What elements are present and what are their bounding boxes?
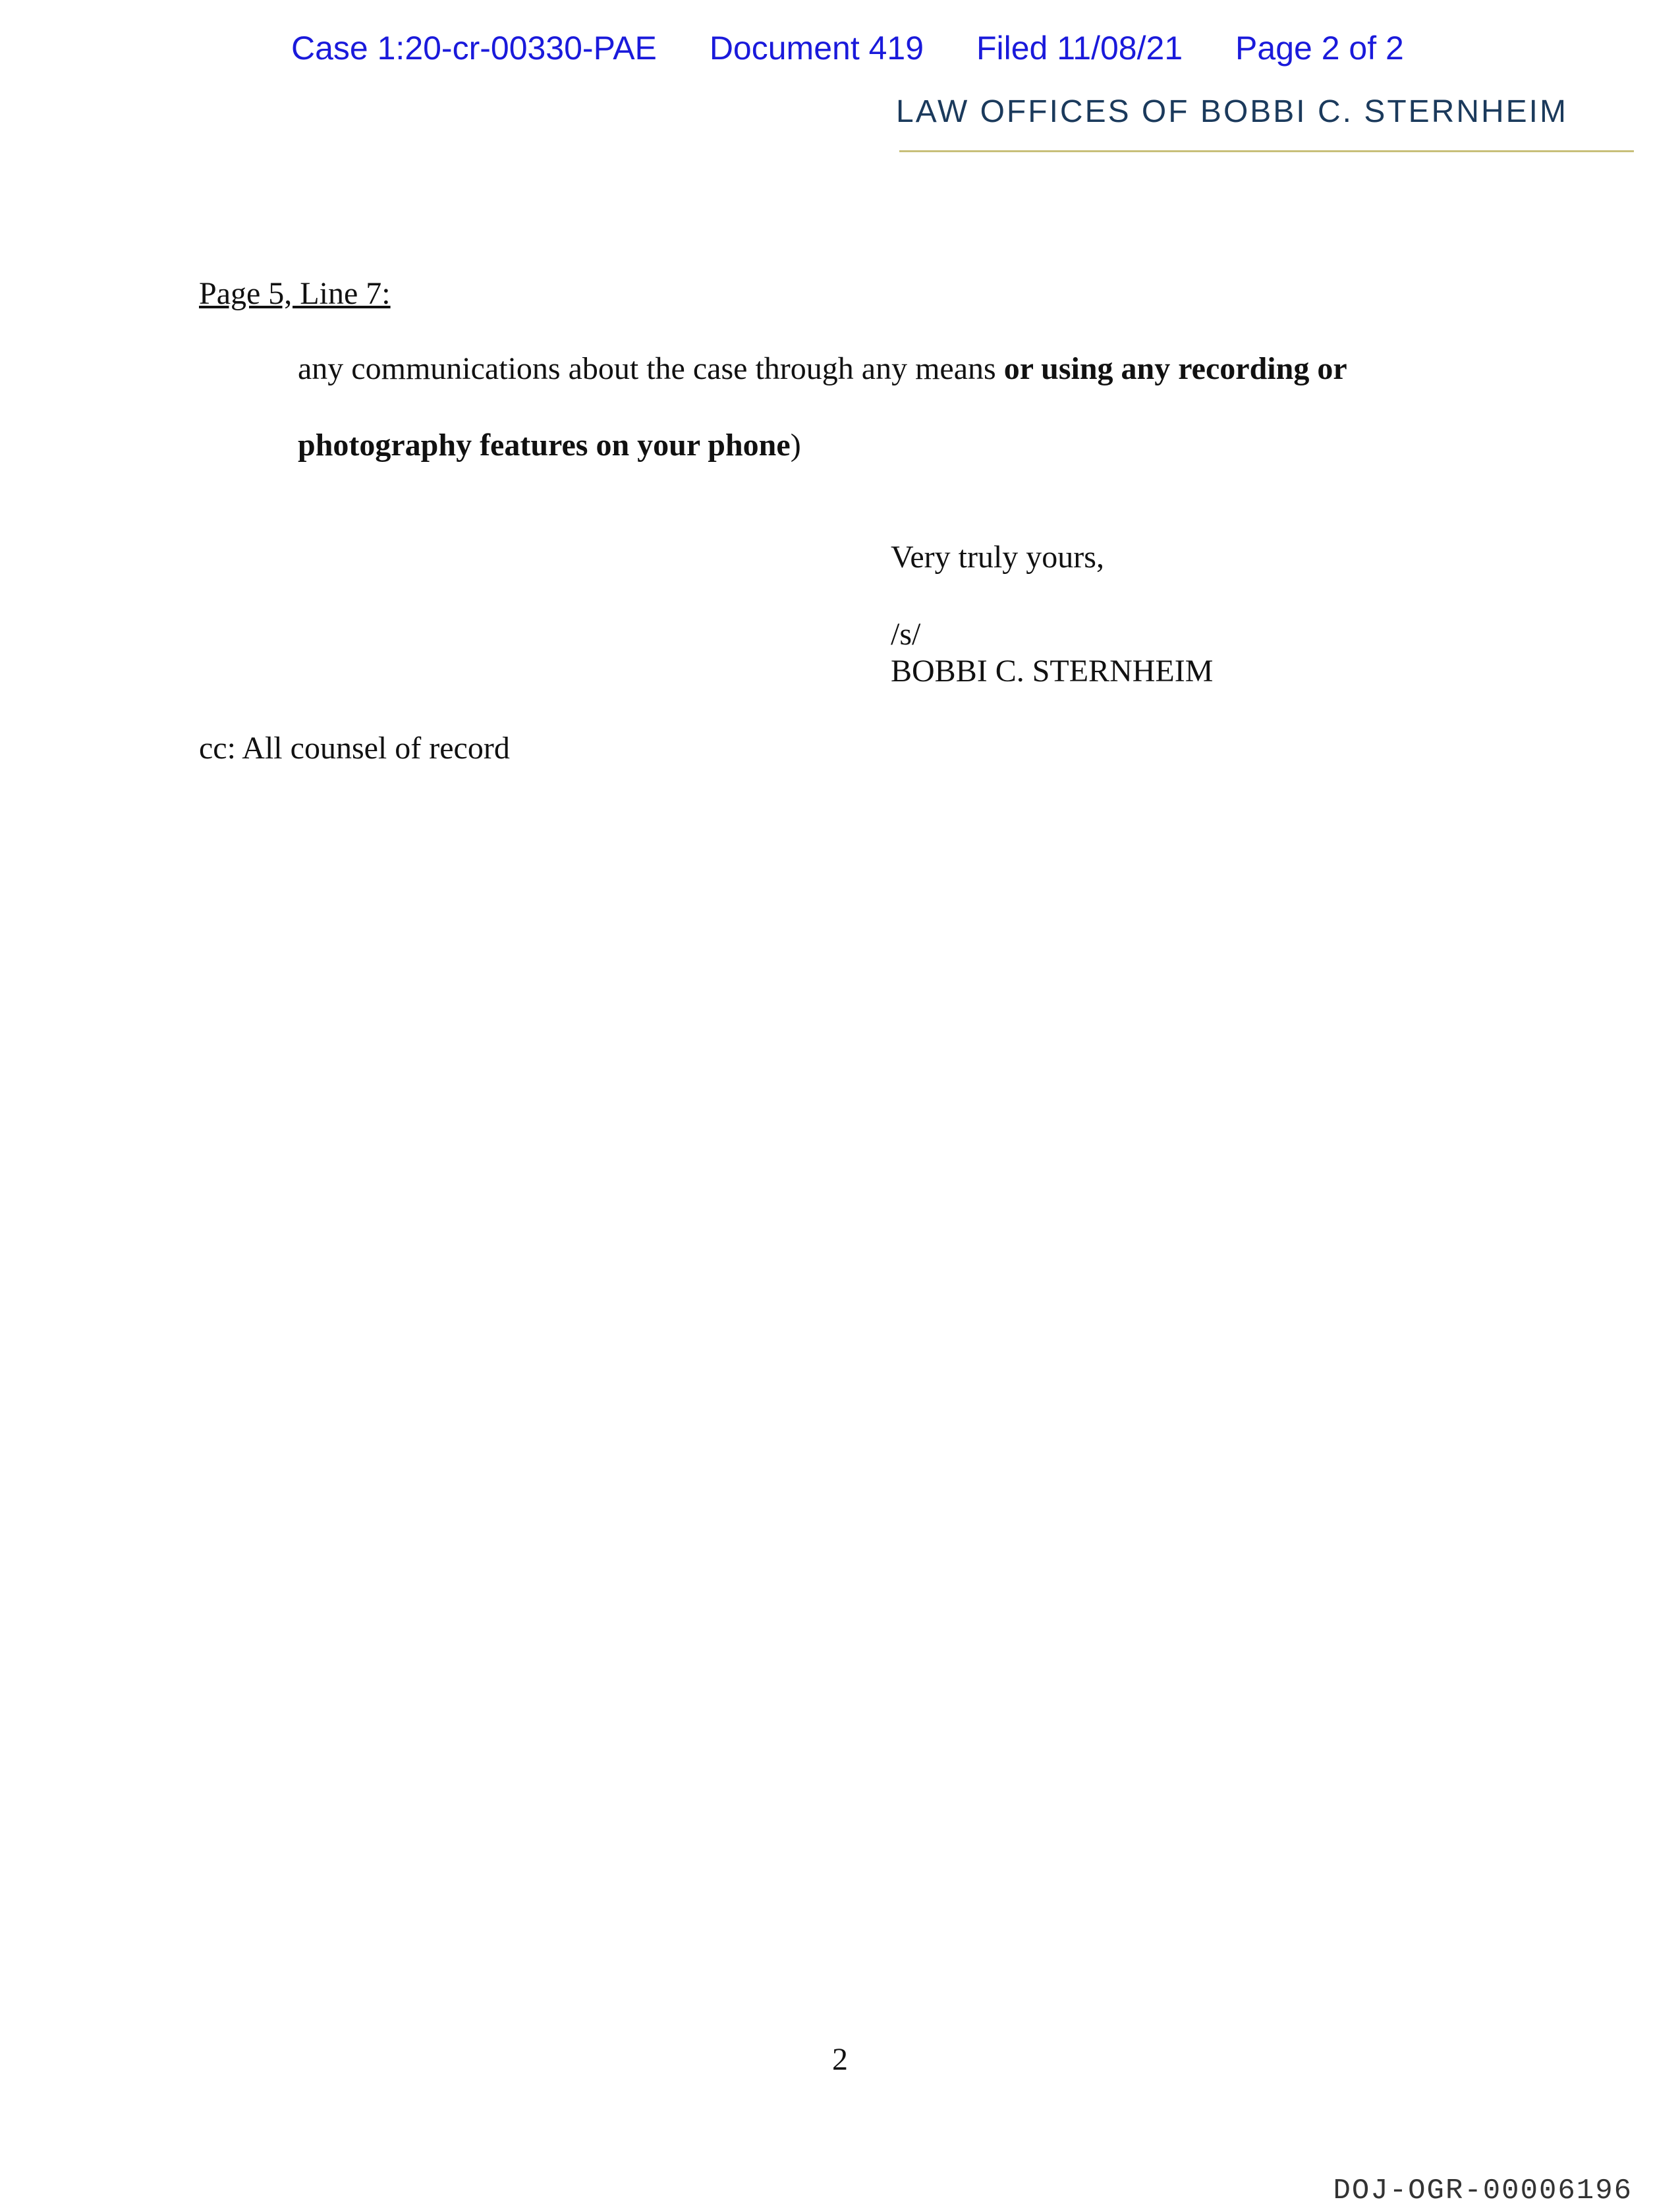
ecf-filing-header xyxy=(291,29,1404,67)
document-number: Document 419 xyxy=(709,30,924,67)
reference-heading: Page 5, Line 7: xyxy=(199,276,391,311)
page-count: Page 2 of 2 xyxy=(1235,30,1404,67)
signer-name: BOBBI C. STERNHEIM xyxy=(891,654,1214,689)
closing-phrase: Very truly yours, xyxy=(891,540,1104,575)
quote-line-1-plain: any communications about the case through any means xyxy=(298,351,1004,386)
cc-line: cc: All counsel of record xyxy=(199,731,510,766)
bates-number: DOJ-OGR-00006196 xyxy=(1333,2174,1633,2207)
case-number: Case 1:20-cr-00330-PAE xyxy=(291,30,657,67)
quote-line-2-plain: ) xyxy=(790,428,801,463)
letterhead-divider xyxy=(899,150,1634,152)
quote-line-1 xyxy=(298,351,1347,387)
signature-mark: /s/ xyxy=(891,617,921,652)
quote-line-2-bold: photography features on your phone xyxy=(298,428,791,463)
quote-line-2 xyxy=(298,427,801,463)
page-number: 2 xyxy=(832,2042,848,2077)
quote-line-1-bold: or using any recording or xyxy=(1003,351,1347,386)
filed-date: Filed 11/08/21 xyxy=(976,30,1183,67)
letterhead-firm-name: LAW OFFICES OF BOBBI C. STERNHEIM xyxy=(896,94,1568,129)
